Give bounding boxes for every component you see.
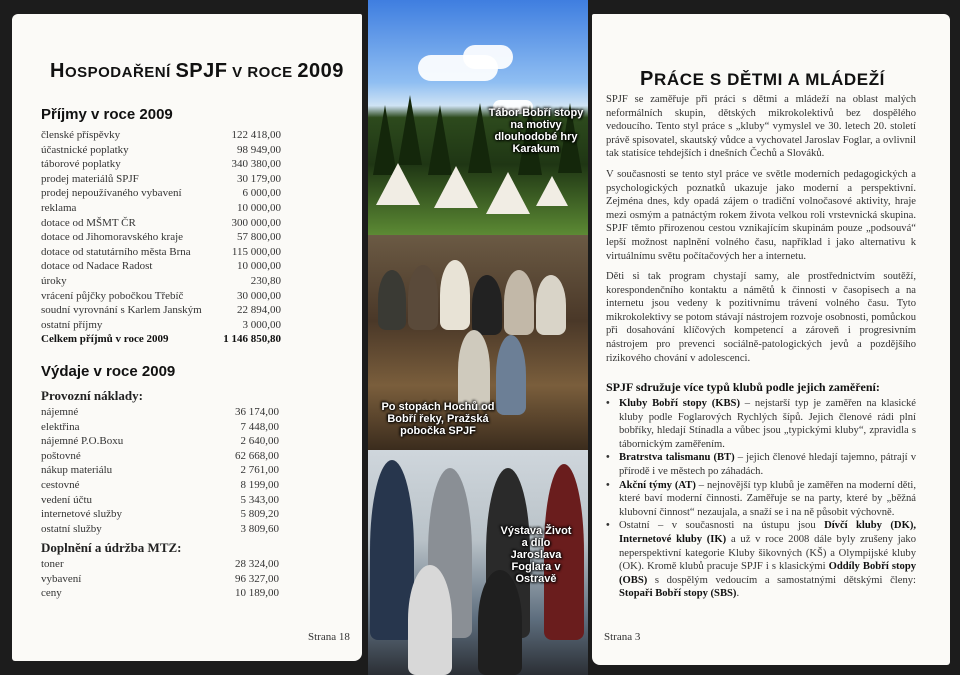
table-row: [41, 230, 281, 245]
table-row: [41, 303, 281, 318]
table-row: [41, 586, 279, 601]
table-row: [41, 493, 279, 508]
row-value: 2 761,00: [240, 464, 279, 477]
table-row: [41, 405, 279, 420]
row-value: 62 668,00: [235, 449, 279, 462]
operating-heading: Provozní náklady:: [41, 388, 143, 403]
camp-caption: Tábor Bobří stopy na motivy dlouhodobé hry Karakum: [488, 107, 584, 155]
mtz-table: [41, 557, 279, 601]
list-item: • Bratrstva talismanu (BT) – jejich členové hledají tajemno, pátrají v přírodě i ve městech po záhadách.: [606, 451, 916, 478]
row-value: 22 894,00: [237, 304, 281, 317]
income-table: [41, 128, 281, 347]
list-item: • Akční týmy (AT) – nejnovější typ klubů je zaměřen na moderní děti, které baví moderní činnosti. Zaměřuje se na party, které by „běžná klubovní činnost“ nezaujala, a snaží se i na ně působit výchovně.: [606, 479, 916, 520]
operating-table: [41, 405, 279, 536]
clubs-heading: SPJF sdružuje více typů klubů podle jejich zaměření:: [606, 380, 880, 394]
row-value: 30 000,00: [237, 289, 281, 302]
row-value: 6 000,00: [242, 187, 281, 200]
row-label: nájemné P.O.Boxu: [41, 435, 124, 448]
row-label: dotace od MŠMT ČR: [41, 216, 136, 229]
table-row: [41, 572, 279, 587]
row-label: internetové služby: [41, 508, 122, 521]
table-row: [41, 128, 281, 143]
table-row: [41, 557, 279, 572]
clubs-list: [606, 397, 916, 601]
row-value: 98 949,00: [237, 143, 281, 156]
row-label: nájemné: [41, 406, 79, 418]
photo-strip: [368, 0, 588, 675]
row-label: poštovné: [41, 449, 81, 462]
table-row: [41, 318, 281, 333]
list-item: • Kluby Bobří stopy (KBS) – nejstarší typ je zaměřen na klasické kluby podle Foglarových Rychlých šípů. Jejich členové rádi plní bobříky, hledají Stínadla a vůbec jsou „typickými kluby“, zpravidla s tábornickým zaměřením.: [606, 397, 916, 451]
row-value: 230,80: [250, 274, 281, 287]
row-value: 122 418,00: [231, 129, 281, 141]
row-value: 10 000,00: [237, 260, 281, 273]
row-label: prodej nepoužívaného vybavení: [41, 187, 182, 200]
row-value: 3 000,00: [242, 318, 281, 331]
table-row: [41, 434, 279, 449]
row-value: 7 448,00: [240, 420, 279, 433]
table-row: [41, 507, 279, 522]
group-photo: [368, 235, 588, 450]
row-label: dotace od Nadace Radost: [41, 260, 153, 273]
exhibition-photo: [368, 450, 588, 675]
list-item: • Ostatní – v současnosti na ústupu jsou Dívčí kluby (DK), Internetové kluby (IK) a už v roce 2008 dále byly zrušeny jako neperspektivní kategorie Kluby šikovných (KŠ) a Olympijské kluby (OK). Kromě klubů pracuje SPJF i s klasickými Oddíly Bobří stopy (OBS) s dospělým vedoucím a samostatnými dětskými členy: Stopaři Bobří stopy (SBS).: [606, 519, 916, 601]
table-row: [41, 216, 281, 231]
row-label: vrácení půjčky pobočkou Třebíč: [41, 289, 184, 302]
table-row: [41, 259, 281, 274]
expense-heading: Výdaje v roce 2009: [41, 363, 176, 380]
row-label: vybavení: [41, 572, 82, 585]
paragraph-modern: V současnosti se tento styl práce ve světle moderních pedagogických a psychologických poznatků ukazuje jako moderní a perspektivní. Zejména dnes, kdy opadá zájem o tradiční volnočasové aktivity, hraje mezi osmým a patnáctým rokem života velkou roli vrstevnická skupina. SPJF těmto přirozenou cestou vznikajícím skupinám pouze „podsouvá“ lepší možnost naplnění volného času, například i jako alternativu k virtuálnímu světu počítačových her a internetu.: [606, 169, 916, 262]
row-label: táborové poplatky: [41, 158, 121, 171]
mtz-heading: Doplnění a údržba MTZ:: [41, 540, 182, 555]
table-row: [41, 143, 281, 158]
left-page-number: Strana 18: [308, 631, 350, 643]
row-label: prodej materiálů SPJF: [41, 172, 139, 185]
row-label: elektřina: [41, 420, 80, 433]
row-label: úroky: [41, 274, 67, 287]
table-row: [41, 420, 279, 435]
row-value: 30 179,00: [237, 172, 281, 185]
row-label: členské příspěvky: [41, 129, 121, 141]
row-label: nákup materiálu: [41, 464, 113, 477]
row-value: 2 640,00: [240, 435, 279, 448]
total-value: 1 146 850,80: [223, 333, 281, 346]
row-value: 57 800,00: [237, 231, 281, 244]
row-label: toner: [41, 558, 64, 570]
row-value: 340 380,00: [231, 158, 281, 171]
table-row: [41, 157, 281, 172]
table-row: [41, 274, 281, 289]
table-row: [41, 201, 281, 216]
row-value: 115 000,00: [231, 245, 281, 258]
row-value: 10 189,00: [235, 587, 279, 600]
group-caption: Po stopách Hochů od Bobří řeky, Pražská pobočka SPJF: [381, 401, 495, 437]
total-row: [41, 332, 281, 347]
table-row: [41, 463, 279, 478]
row-label: ostatní služby: [41, 522, 102, 535]
row-value: 10 000,00: [237, 201, 281, 214]
table-row: [41, 245, 281, 260]
table-row: [41, 522, 279, 537]
row-value: 8 199,00: [240, 478, 279, 491]
row-value: 36 174,00: [235, 406, 279, 418]
row-value: 3 809,60: [240, 522, 279, 535]
row-label: účastnické poplatky: [41, 143, 129, 156]
paragraph-program: Děti si tak program chystají samy, ale prostřednictvím soutěží, korespondenčního kontaktu a námětů k činnosti v časopisech a na internetu jsou vedeny k pozitivnímu trávení volného času. Tyto mikrokolektivy se potom stávají nástrojem rozvoje osobnosti, pomůckou při dosahování klíčových kompetencí a zároveň i progresivním nástrojem pro prevenci sociálně-patologických jevů a pozdějšího rizikového chování v adolescenci.: [606, 271, 916, 364]
row-label: dotace od Jihomoravského kraje: [41, 231, 184, 244]
row-value: 300 000,00: [231, 216, 281, 229]
row-value: 5 343,00: [240, 493, 279, 506]
right-page-number: Strana 3: [604, 631, 641, 643]
right-page-title: PRÁCE S DĚTMI A MLÁDEŽÍ: [640, 68, 885, 90]
row-label: cestovné: [41, 478, 80, 491]
row-label: vedení účtu: [41, 493, 93, 506]
row-value: 96 327,00: [235, 572, 279, 585]
row-label: dotace od statutárního města Brna: [41, 245, 191, 258]
income-heading: Příjmy v roce 2009: [41, 106, 173, 123]
table-row: [41, 172, 281, 187]
table-row: [41, 449, 279, 464]
row-label: ceny: [41, 587, 62, 600]
left-page-title: HOSPODAŘENÍ SPJF V ROCE 2009: [50, 60, 344, 82]
camp-photo: [368, 0, 588, 235]
row-label: soudní vyrovnání s Karlem Janským: [41, 304, 202, 317]
table-row: [41, 186, 281, 201]
row-value: 28 324,00: [235, 558, 279, 570]
total-label: Celkem příjmů v roce 2009: [41, 333, 169, 346]
row-label: reklama: [41, 201, 77, 214]
table-row: [41, 478, 279, 493]
row-value: 5 809,20: [240, 508, 279, 521]
exhibition-caption: Výstava Život a dílo Jaroslava Foglara v Ostravě: [500, 525, 572, 585]
paragraph-intro: SPJF se zaměřuje při práci s dětmi a mládeží na oblast malých neformálních skupin, dětských mikrokolektivů bez dospělého vedoucího. Tento styl práce s „kluby“ vymyslel ve 30. letech 20. století právě spisovatel, skautský vůdce a vychovatel Jaroslav Foglar, a ovlivnil tak statisíce tehdejších i dnešních Čechů a Slováků.: [606, 94, 916, 160]
row-label: ostatní příjmy: [41, 318, 103, 331]
table-row: [41, 289, 281, 304]
